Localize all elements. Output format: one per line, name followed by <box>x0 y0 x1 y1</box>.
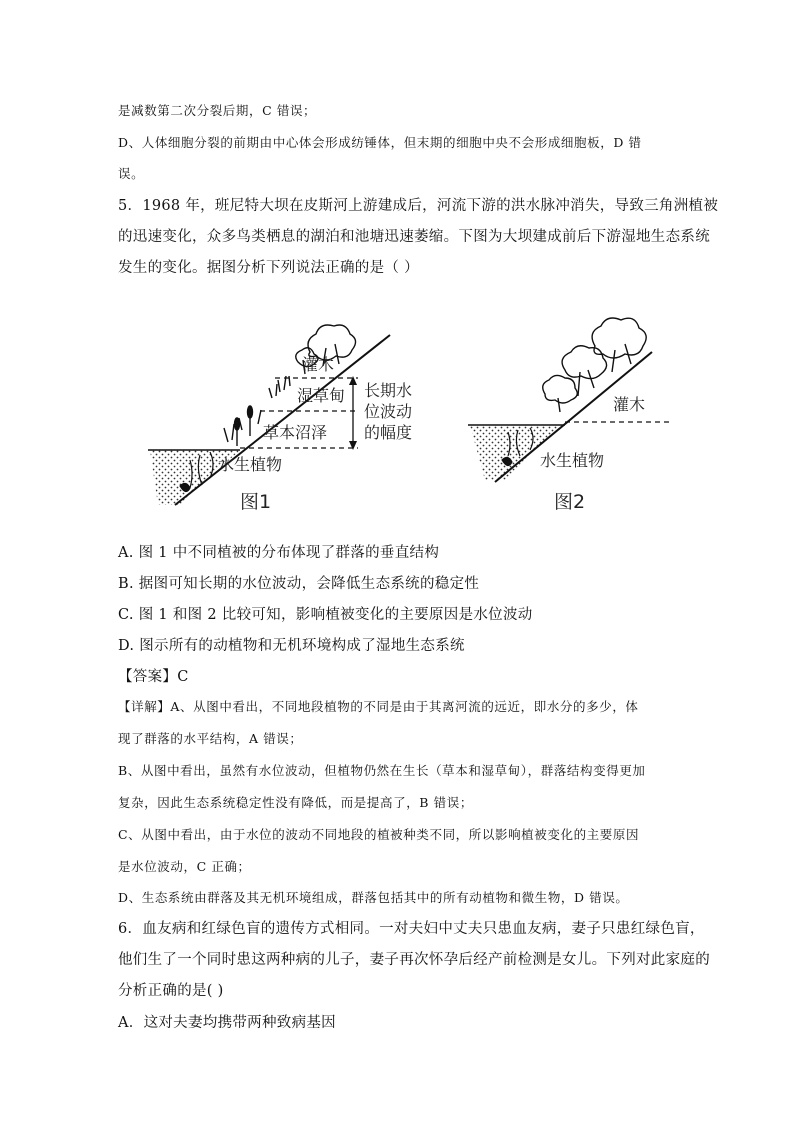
option-c: C. 图 1 和图 2 比较可知，影响植被变化的主要原因是水位波动 <box>118 607 533 623</box>
figure-1 <box>148 325 412 513</box>
figure-2-caption: 图2 <box>554 491 586 513</box>
label-range-2: 位波动 <box>364 402 413 421</box>
range-arrow-head-down <box>349 441 357 450</box>
label-range-1: 长期水 <box>364 381 413 400</box>
answer: 【答案】C <box>118 669 189 685</box>
label-wet-meadow: 湿草甸 <box>297 386 346 405</box>
label-range-3: 的幅度 <box>364 423 413 442</box>
prev-explanation-line: 误。 <box>118 166 145 181</box>
question-6-option-a: A．这对夫妻均携带两种致病基因 <box>118 1015 336 1031</box>
label-shrub: 灌木 <box>613 395 646 414</box>
marsh-plant-icon <box>224 406 261 446</box>
prev-explanation-line: 是减数第二次分裂后期，C 错误； <box>118 103 317 118</box>
question-5-stem: 的迅速变化，众多鸟类栖息的湖泊和池塘迅速萎缩。下图为大坝建成前后下游湿地生态系统 <box>118 229 710 245</box>
label-marsh: 草本沼泽 <box>263 423 328 442</box>
question-5-stem: 发生的变化。据图分析下列说法正确的是（ ） <box>118 260 419 276</box>
range-arrow-head-up <box>349 376 357 385</box>
label-shrub: 灌木 <box>302 355 335 374</box>
option-a: A. 图 1 中不同植被的分布体现了群落的垂直结构 <box>118 545 440 561</box>
explanation-line: 现了群落的水平结构，A 错误； <box>118 731 303 746</box>
label-aquatic: 水生植物 <box>540 451 605 470</box>
label-aquatic: 水生植物 <box>218 455 283 474</box>
explanation-line: 复杂，因此生态系统稳定性没有降低，而是提高了，B 错误； <box>118 795 473 810</box>
wetland-figure <box>140 300 680 525</box>
slope-line <box>175 335 390 505</box>
explanation-line: B、从图中看出，虽然有水位波动，但植物仍然在生长（草本和湿草甸），群落结构变得更加 <box>118 763 646 778</box>
explanation-line: C、从图中看出，由于水位的波动不同地段的植被种类不同，所以影响植被变化的主要原因 <box>118 827 640 842</box>
option-d: D. 图示所有的动植物和无机环境构成了湿地生态系统 <box>118 638 465 654</box>
explanation-line: 【详解】A、从图中看出，不同地段植物的不同是由于其离河流的远近，即水分的多少，体 <box>118 699 639 714</box>
grass-icon <box>269 376 290 398</box>
figure-2 <box>468 318 670 513</box>
explanation-line: D、生态系统由群落及其无机环境组成，群落包括其中的所有动植物和微生物，D 错误。 <box>118 890 629 905</box>
question-6-stem: 分析正确的是( ) <box>118 983 224 999</box>
question-6-stem: 6．血友病和红绿色盲的遗传方式相同。一对夫妇中丈夫只患血友病，妻子只患红绿色盲， <box>118 921 705 937</box>
figure-1-caption: 图1 <box>240 491 272 513</box>
question-6-stem: 他们生了一个同时患这两种病的儿子，妻子再次怀孕后经产前检测是女儿。下列对此家庭的 <box>118 952 710 968</box>
question-5-stem: 5．1968 年，班尼特大坝在皮斯河上游建成后，河流下游的洪水脉冲消失，导致三角洲植被 <box>118 198 719 214</box>
prev-explanation-line: D、人体细胞分裂的前期由中心体会形成纺锤体，但末期的细胞中央不会形成细胞板，D 错 <box>118 135 642 150</box>
explanation-line: 是水位波动，C 正确； <box>118 859 251 874</box>
option-b: B. 据图可知长期的水位波动，会降低生态系统的稳定性 <box>118 576 480 592</box>
